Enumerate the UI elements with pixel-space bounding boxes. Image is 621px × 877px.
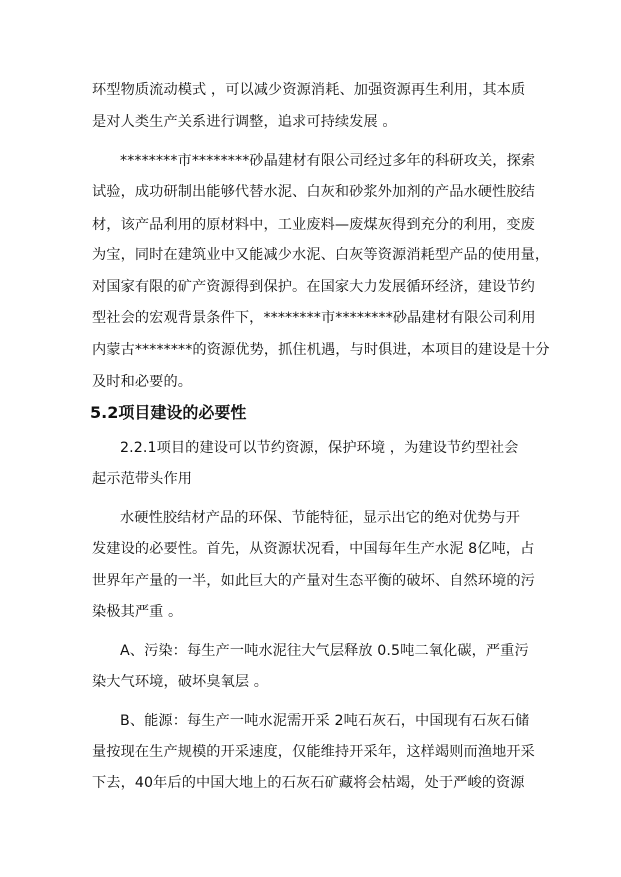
list-item-line: 量按现在生产规模的开采速度，仅能维持开采年，这样竭则而渔地开采 [92,744,535,760]
list-item-line: 染大气环境，破坏臭氧层 。 [92,674,269,690]
paragraph-line: 对国家有限的矿产资源得到保护。在国家大力发展循环经济，建设节约 [92,279,535,295]
paragraph-line: 型社会的宏观背景条件下，********市********砂晶建材有限公司利用 [92,310,536,326]
paragraph-line: 水硬性胶结材产品的环保、节能特征，显示出它的绝对优势与开 [120,510,521,526]
paragraph-line: 发建设的必要性。首先，从资源状况看，中国每年生产水泥 8亿吨，占 [92,541,535,557]
paragraph-line: ********市********砂晶建材有限公司经过多年的科研攻关，探索 [120,153,536,169]
paragraph-line: 试验，成功研制出能够代替水泥、白灰和砂浆外加剂的产品水硬性胶结 [92,184,535,200]
subsection-title-line: 起示范带头作用 [92,471,193,487]
paragraph-line: 内蒙古********的资源优势，抓住机遇，与时俱进，本项目的建设是十分 [92,342,550,358]
subsection-title-line: 2.2.1项目的建设可以节约资源，保护环境 ，为建设节约型社会 [120,440,519,456]
list-item-line: A、污染：每生产一吨水泥往大气层释放 0.5吨二氧化碳，严重污 [120,643,529,659]
paragraph-line: 材，该产品利用的原材料中，工业废料—废煤灰得到充分的利用，变废 [92,217,535,233]
paragraph-line: 为宝，同时在建筑业中又能减少水泥、白灰等资源消耗型产品的使用量， [92,247,550,263]
paragraph-line: 及时和必要的。 [92,374,193,390]
paragraph-line: 环型物质流动模式 ，可以减少资源消耗、加强资源再生利用，其本质 [92,82,526,98]
paragraph-line: 是对人类生产关系进行调整，追求可持续发展 。 [92,114,397,130]
list-item-line: B、能源：每生产一吨水泥需开采 2吨石灰石，中国现有石灰石储 [120,713,530,729]
section-heading: 5.2项目建设的必要性 [90,403,247,422]
list-item-line: 下去，40年后的中国大地上的石灰石矿藏将会枯竭，处于严峻的资源 [92,775,525,791]
paragraph-line: 世界年产量的一半，如此巨大的产量对生态平衡的破坏、自然环境的污 [92,573,535,589]
paragraph-line: 染极其严重 。 [92,604,183,620]
